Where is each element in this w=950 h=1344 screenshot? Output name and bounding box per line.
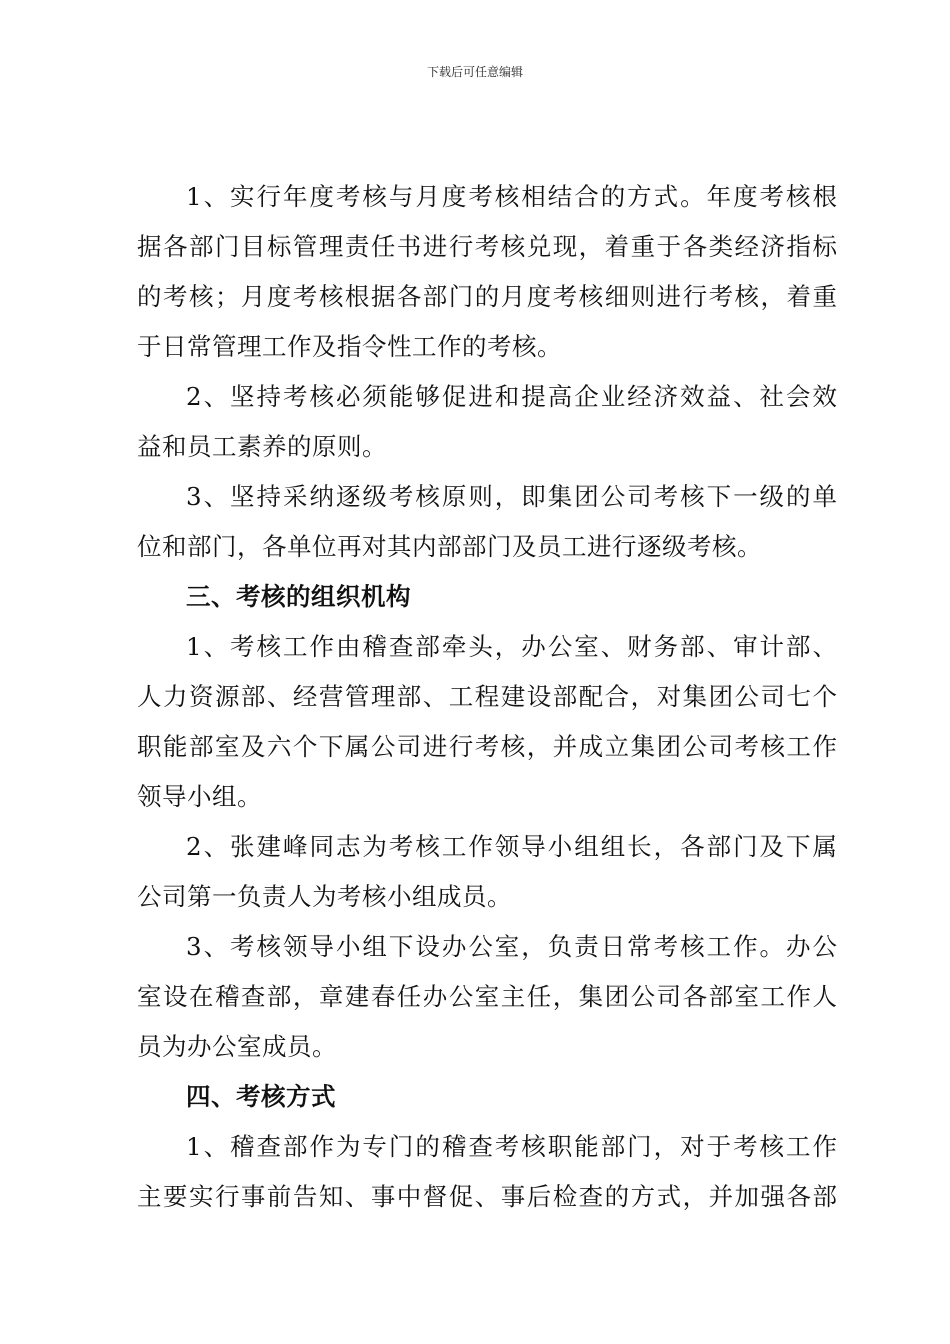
paragraph-line: 3、考核领导小组下设办公室，负责日常考核工作。办公 xyxy=(186,932,837,961)
paragraph-line: 位和部门，各单位再对其内部部门及员工进行逐级考核。 xyxy=(137,532,762,561)
paragraph-line: 公司第一负责人为考核小组成员。 xyxy=(137,882,512,911)
section-heading: 四、考核方式 xyxy=(186,1082,336,1111)
paragraph-line: 室设在稽查部，章建春任办公室主任，集团公司各部室工作人 xyxy=(137,982,837,1011)
paragraph-line: 3、坚持采纳逐级考核原则，即集团公司考核下一级的单 xyxy=(186,482,837,511)
paragraph-line: 1、实行年度考核与月度考核相结合的方式。年度考核根 xyxy=(186,182,837,211)
paragraph-line: 2、坚持考核必须能够促进和提高企业经济效益、社会效 xyxy=(186,382,837,411)
paragraph-line: 主要实行事前告知、事中督促、事后检查的方式，并加强各部 xyxy=(137,1182,837,1211)
section-heading: 三、考核的组织机构 xyxy=(186,582,411,611)
paragraph-line: 益和员工素养的原则。 xyxy=(137,432,387,461)
paragraph-line: 据各部门目标管理责任书进行考核兑现，着重于各类经济指标 xyxy=(137,232,837,261)
paragraph-line: 1、考核工作由稽查部牵头，办公室、财务部、审计部、 xyxy=(186,632,837,661)
paragraph-line: 的考核；月度考核根据各部门的月度考核细则进行考核，着重 xyxy=(137,282,837,311)
paragraph-line: 1、稽查部作为专门的稽查考核职能部门，对于考核工作 xyxy=(186,1132,837,1161)
paragraph-line: 人力资源部、经营管理部、工程建设部配合，对集团公司七个 xyxy=(137,682,837,711)
paragraph-line: 领导小组。 xyxy=(137,782,262,811)
paragraph-line: 于日常管理工作及指令性工作的考核。 xyxy=(137,332,562,361)
paragraph-line: 职能部室及六个下属公司进行考核，并成立集团公司考核工作 xyxy=(137,732,837,761)
document-body xyxy=(137,172,837,1222)
paragraph-line: 员为办公室成员。 xyxy=(137,1032,337,1061)
paragraph-line: 2、张建峰同志为考核工作领导小组组长，各部门及下属 xyxy=(186,832,837,861)
page-header-note: 下载后可任意编辑 xyxy=(426,65,523,79)
